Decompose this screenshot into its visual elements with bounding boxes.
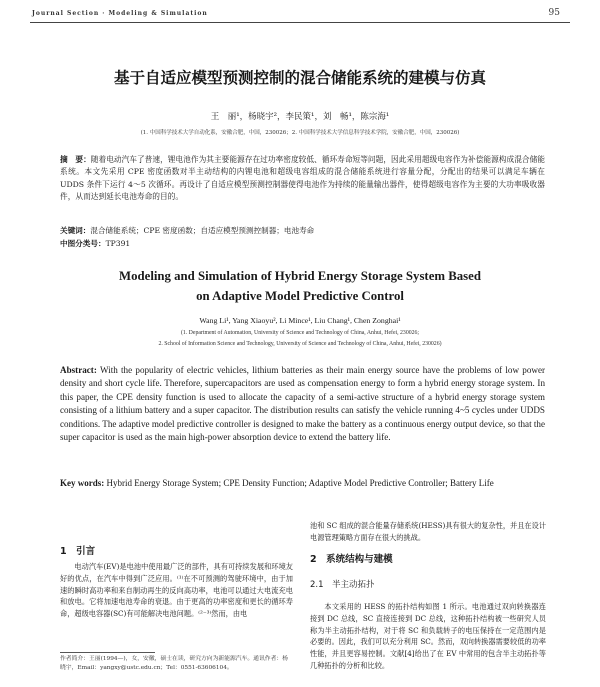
- footnote-divider: [60, 652, 155, 653]
- keywords-cn-text: 混合储能系统；CPE 密度函数；自适应模型预测控制器；电池寿命: [90, 226, 315, 235]
- paper-title-en: [0, 266, 600, 306]
- section2-1-body: 本文采用的 HESS 的拓扑结构如图 1 所示。电池通过双向转换器连接到 DC 总线，SC 直接连接到 DC 总线，这种拓扑结构被一些研究人员称为半主动拓扑结构，对于将 SC 和负载转子的电压保持在一定范围内是必要的。因此，我们可以充分利用 SC。然而，双向转换器需要较低的功率性能，并且更容易控制。文献[4]给出了在 EV 中常用的包含半主动拓扑等几种拓扑的分析和比较。: [310, 602, 546, 670]
- paper-title-en-line1: Modeling and Simulation of Hybrid Energy Storage System Based: [119, 269, 481, 283]
- affiliation-cn: (1. 中国科学技术大学自动化系，安徽合肥，中国，230026；2. 中国科学技术大学信息科学技术学院，安徽合肥，中国，230026): [140, 130, 460, 136]
- affiliation-en-1: (1. Department of Automation, University of Science and Technology of China, Anhui, Hefei, 230026;: [180, 330, 420, 336]
- keywords-cn: [60, 225, 545, 236]
- paper-title-cn: 基于自适应模型预测控制的混合储能系统的建模与仿真: [113, 69, 486, 87]
- section1-heading: 1 引言: [60, 546, 96, 557]
- section2-heading: 2 系统结构与建模: [310, 554, 393, 565]
- keywords-cn-label: 关键词：: [60, 226, 91, 235]
- clc-number: [60, 238, 545, 249]
- paper-title-en-line2: on Adaptive Model Predictive Control: [196, 289, 404, 303]
- abstract-en: [60, 364, 545, 444]
- affiliation-en-2: 2. School of Information Science and Technology, University of Science and Technology of China, Anhui, Hefei, 230026): [158, 341, 442, 347]
- section1-continued: 池和 SC 组成的混合能量存储系统(HESS)具有很大的复杂性，并且在设计电源管理策略方面存在很大的挑战。: [310, 521, 546, 542]
- authors-en: Wang Li¹, Yang Xiaoyu², Li Mince¹, Liu Chang¹, Chen Zonghai¹: [199, 316, 401, 325]
- abstract-en-label: Abstract:: [60, 365, 97, 375]
- header-divider: [30, 22, 570, 23]
- section2-1-heading: 2.1 半主动拓扑: [310, 580, 375, 590]
- abstract-cn: [60, 154, 545, 203]
- keywords-en-text: Hybrid Energy Storage System; CPE Density Function; Adaptive Model Predictive Controller; Battery Life: [106, 478, 494, 488]
- keywords-en: [60, 477, 545, 490]
- abstract-en-text: With the popularity of electric vehicles, lithium batteries as their main energy source have the problems of low power density and short cycle life. Therefore, supercapacitors are used as compensation energy to form a hybrid energy storage system. In this paper, the CPE density function is used to allocate the capacity of a semi-active structure of a hybrid energy storage system consisting of a lithium battery and a super capacitor. The distribution results can satisfy the vehicle running 4~5 cycles under UDDS conditions. The adaptive model predictive controller is designed to make the battery as a continuous energy output device, so that the super capacitor is used as the main high-power absorption device to extend the battery life.: [60, 365, 546, 443]
- running-header-journal: Journal Section · Modeling & Simulation: [32, 10, 208, 17]
- abstract-cn-text: 随着电动汽车了普速，锂电池作为其主要能源存在过功率密度较低、循环寿命短等问题，因此采用超级电容作为补偿能源构成混合储能系统。本文先采用 CPE 密度函数对半主动结构的内锂电池和超级电容组成的混合储能系统进行容量分配，分配出的结果可以满足车辆在 UDDS 条件下运行 4～5 次循环。再设计了自适应模型预测控制器使得电池作为持续的能量输出器件，使得超级电容作为主要的大功率吸收器件，从而达到延长电池寿命的目的。: [60, 155, 545, 201]
- clc-text: TP391: [105, 239, 131, 248]
- keywords-en-label: Key words:: [60, 478, 105, 488]
- clc-label: 中图分类号：: [60, 239, 106, 248]
- page-number: 95: [548, 8, 560, 18]
- authors-cn: 王 丽¹，杨晓宇²，李民策¹，刘 畅¹，陈宗海¹: [210, 112, 390, 122]
- abstract-cn-label: 摘 要：: [60, 155, 91, 164]
- section1-body: 电动汽车(EV)是电池中使用最广泛的部件，具有可持续发展和环境友好的优点，在汽车中得到广泛应用。⁽¹⁾在不可预测的驾驶环境中，由于加速的瞬时高功率和来自制动再生的反向高功率，电池可以通过大电流充电和放电。它将加速电池寿命的衰退。由于更高的功率密度和更长的循环寿命，超级电容器(SC)有可能解决电池问题。⁽²⁻³⁾然而，由电: [60, 562, 293, 619]
- footnote: 作者简介：王丽(1994—)，女，安徽，硕士在读，研究方向为新能源汽车。通讯作者：杨晓宇，Email：yangxy@ustc.edu.cn；Tel：0551-63606104。: [60, 656, 288, 672]
